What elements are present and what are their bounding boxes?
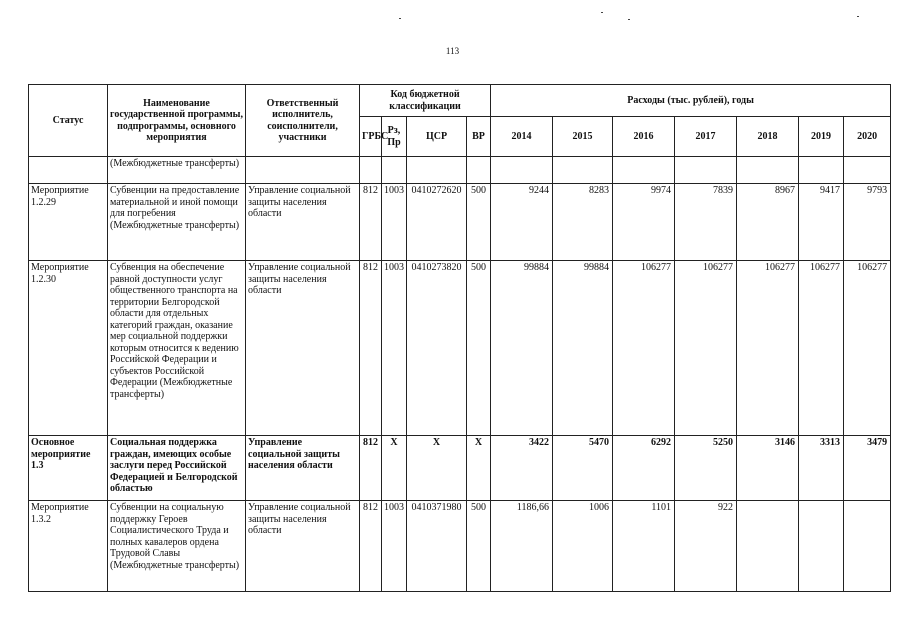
header-year: 2016 bbox=[613, 117, 675, 157]
table-header bbox=[29, 85, 891, 157]
cell-value: 106277 bbox=[799, 261, 844, 436]
header-rzpr: Рз, Пр bbox=[382, 117, 407, 157]
cell-csr: 0410273820 bbox=[407, 261, 467, 436]
cell-value bbox=[844, 157, 891, 184]
cell-name: Субвенции на предоставление материальной и иной помощи для погребения (Межбюджетные трансферты) bbox=[108, 184, 246, 261]
page-number: 113 bbox=[445, 46, 460, 56]
scan-speck bbox=[628, 19, 630, 20]
header-vr: ВР bbox=[467, 117, 491, 157]
cell-grbs: 812 bbox=[360, 436, 382, 501]
cell-value: 7839 bbox=[675, 184, 737, 261]
header-budget-code: Код бюджетной классификации bbox=[360, 85, 491, 117]
cell-rzpr: 1003 bbox=[382, 261, 407, 436]
cell-status: Мероприятие 1.2.30 bbox=[29, 261, 108, 436]
header-year: 2015 bbox=[553, 117, 613, 157]
cell-grbs: 812 bbox=[360, 261, 382, 436]
cell-vr: X bbox=[467, 436, 491, 501]
cell-csr: 0410272620 bbox=[407, 184, 467, 261]
cell-value: 1186,66 bbox=[491, 501, 553, 592]
scan-speck bbox=[601, 12, 603, 13]
header-year: 2019 bbox=[799, 117, 844, 157]
cell-value: 3422 bbox=[491, 436, 553, 501]
cell-value: 106277 bbox=[737, 261, 799, 436]
table-row bbox=[29, 157, 891, 184]
cell-csr bbox=[407, 157, 467, 184]
cell-name: (Межбюджетные трансферты) bbox=[108, 157, 246, 184]
cell-name: Субвенция на обеспечение равной доступности услуг общественного транспорта на территории Белгородской области для отдельных категорий граждан, оказание мер социальной поддержки которым относится к ведению Российской Федерации и субъектов Российской Федерации (Межбюджетные трансферты) bbox=[108, 261, 246, 436]
cell-rzpr bbox=[382, 157, 407, 184]
cell-value: 9244 bbox=[491, 184, 553, 261]
cell-name: Социальная поддержка граждан, имеющих особые заслуги перед Российской Федерацией и Белгородской областью bbox=[108, 436, 246, 501]
table-row bbox=[29, 261, 891, 436]
cell-vr: 500 bbox=[467, 261, 491, 436]
cell-value: 106277 bbox=[675, 261, 737, 436]
header-expenses: Расходы (тыс. рублей), годы bbox=[491, 85, 891, 117]
cell-executor: Управление социальной защиты населения области bbox=[246, 436, 360, 501]
cell-value bbox=[737, 501, 799, 592]
cell-rzpr: X bbox=[382, 436, 407, 501]
table-row bbox=[29, 436, 891, 501]
cell-value bbox=[553, 157, 613, 184]
cell-value: 1101 bbox=[613, 501, 675, 592]
cell-status bbox=[29, 157, 108, 184]
cell-value bbox=[799, 157, 844, 184]
cell-value: 9793 bbox=[844, 184, 891, 261]
cell-executor bbox=[246, 157, 360, 184]
cell-vr: 500 bbox=[467, 184, 491, 261]
cell-name: Субвенции на социальную поддержку Героев Социалистического Труда и полных кавалеров ордена Трудовой Славы (Межбюджетные трансферты) bbox=[108, 501, 246, 592]
cell-status: Мероприятие 1.2.29 bbox=[29, 184, 108, 261]
header-status: Статус bbox=[29, 85, 108, 157]
cell-executor: Управление социальной защиты населения области bbox=[246, 261, 360, 436]
header-executor: Ответственный исполнитель, соисполнители, участники bbox=[246, 85, 360, 157]
cell-rzpr: 1003 bbox=[382, 184, 407, 261]
cell-grbs: 812 bbox=[360, 501, 382, 592]
cell-value: 6292 bbox=[613, 436, 675, 501]
table-row bbox=[29, 184, 891, 261]
cell-value: 9974 bbox=[613, 184, 675, 261]
header-year: 2017 bbox=[675, 117, 737, 157]
header-name: Наименование государственной программы, подпрограммы, основного мероприятия bbox=[108, 85, 246, 157]
scan-speck bbox=[399, 18, 401, 19]
cell-value: 3313 bbox=[799, 436, 844, 501]
cell-value: 8967 bbox=[737, 184, 799, 261]
cell-value: 3479 bbox=[844, 436, 891, 501]
cell-value: 99884 bbox=[553, 261, 613, 436]
cell-value: 106277 bbox=[844, 261, 891, 436]
cell-value: 3146 bbox=[737, 436, 799, 501]
cell-value: 106277 bbox=[613, 261, 675, 436]
cell-value: 99884 bbox=[491, 261, 553, 436]
cell-status: Основное мероприятие 1.3 bbox=[29, 436, 108, 501]
cell-grbs: 812 bbox=[360, 184, 382, 261]
cell-value bbox=[844, 501, 891, 592]
header-csr: ЦСР bbox=[407, 117, 467, 157]
cell-rzpr: 1003 bbox=[382, 501, 407, 592]
cell-executor: Управление социальной защиты населения области bbox=[246, 184, 360, 261]
cell-vr: 500 bbox=[467, 501, 491, 592]
cell-value: 922 bbox=[675, 501, 737, 592]
cell-executor: Управление социальной защиты населения области bbox=[246, 501, 360, 592]
cell-value bbox=[799, 501, 844, 592]
cell-value: 5470 bbox=[553, 436, 613, 501]
cell-value: 8283 bbox=[553, 184, 613, 261]
cell-status: Мероприятие 1.3.2 bbox=[29, 501, 108, 592]
cell-grbs bbox=[360, 157, 382, 184]
cell-value: 5250 bbox=[675, 436, 737, 501]
budget-table bbox=[28, 84, 891, 592]
cell-csr: 0410371980 bbox=[407, 501, 467, 592]
header-year: 2020 bbox=[844, 117, 891, 157]
header-year: 2014 bbox=[491, 117, 553, 157]
cell-value: 9417 bbox=[799, 184, 844, 261]
table-row bbox=[29, 501, 891, 592]
cell-value bbox=[491, 157, 553, 184]
cell-value bbox=[675, 157, 737, 184]
header-grbs: ГРБС bbox=[360, 117, 382, 157]
cell-vr bbox=[467, 157, 491, 184]
cell-value: 1006 bbox=[553, 501, 613, 592]
header-year: 2018 bbox=[737, 117, 799, 157]
cell-value bbox=[613, 157, 675, 184]
scan-speck bbox=[857, 16, 859, 17]
cell-csr: X bbox=[407, 436, 467, 501]
cell-value bbox=[737, 157, 799, 184]
